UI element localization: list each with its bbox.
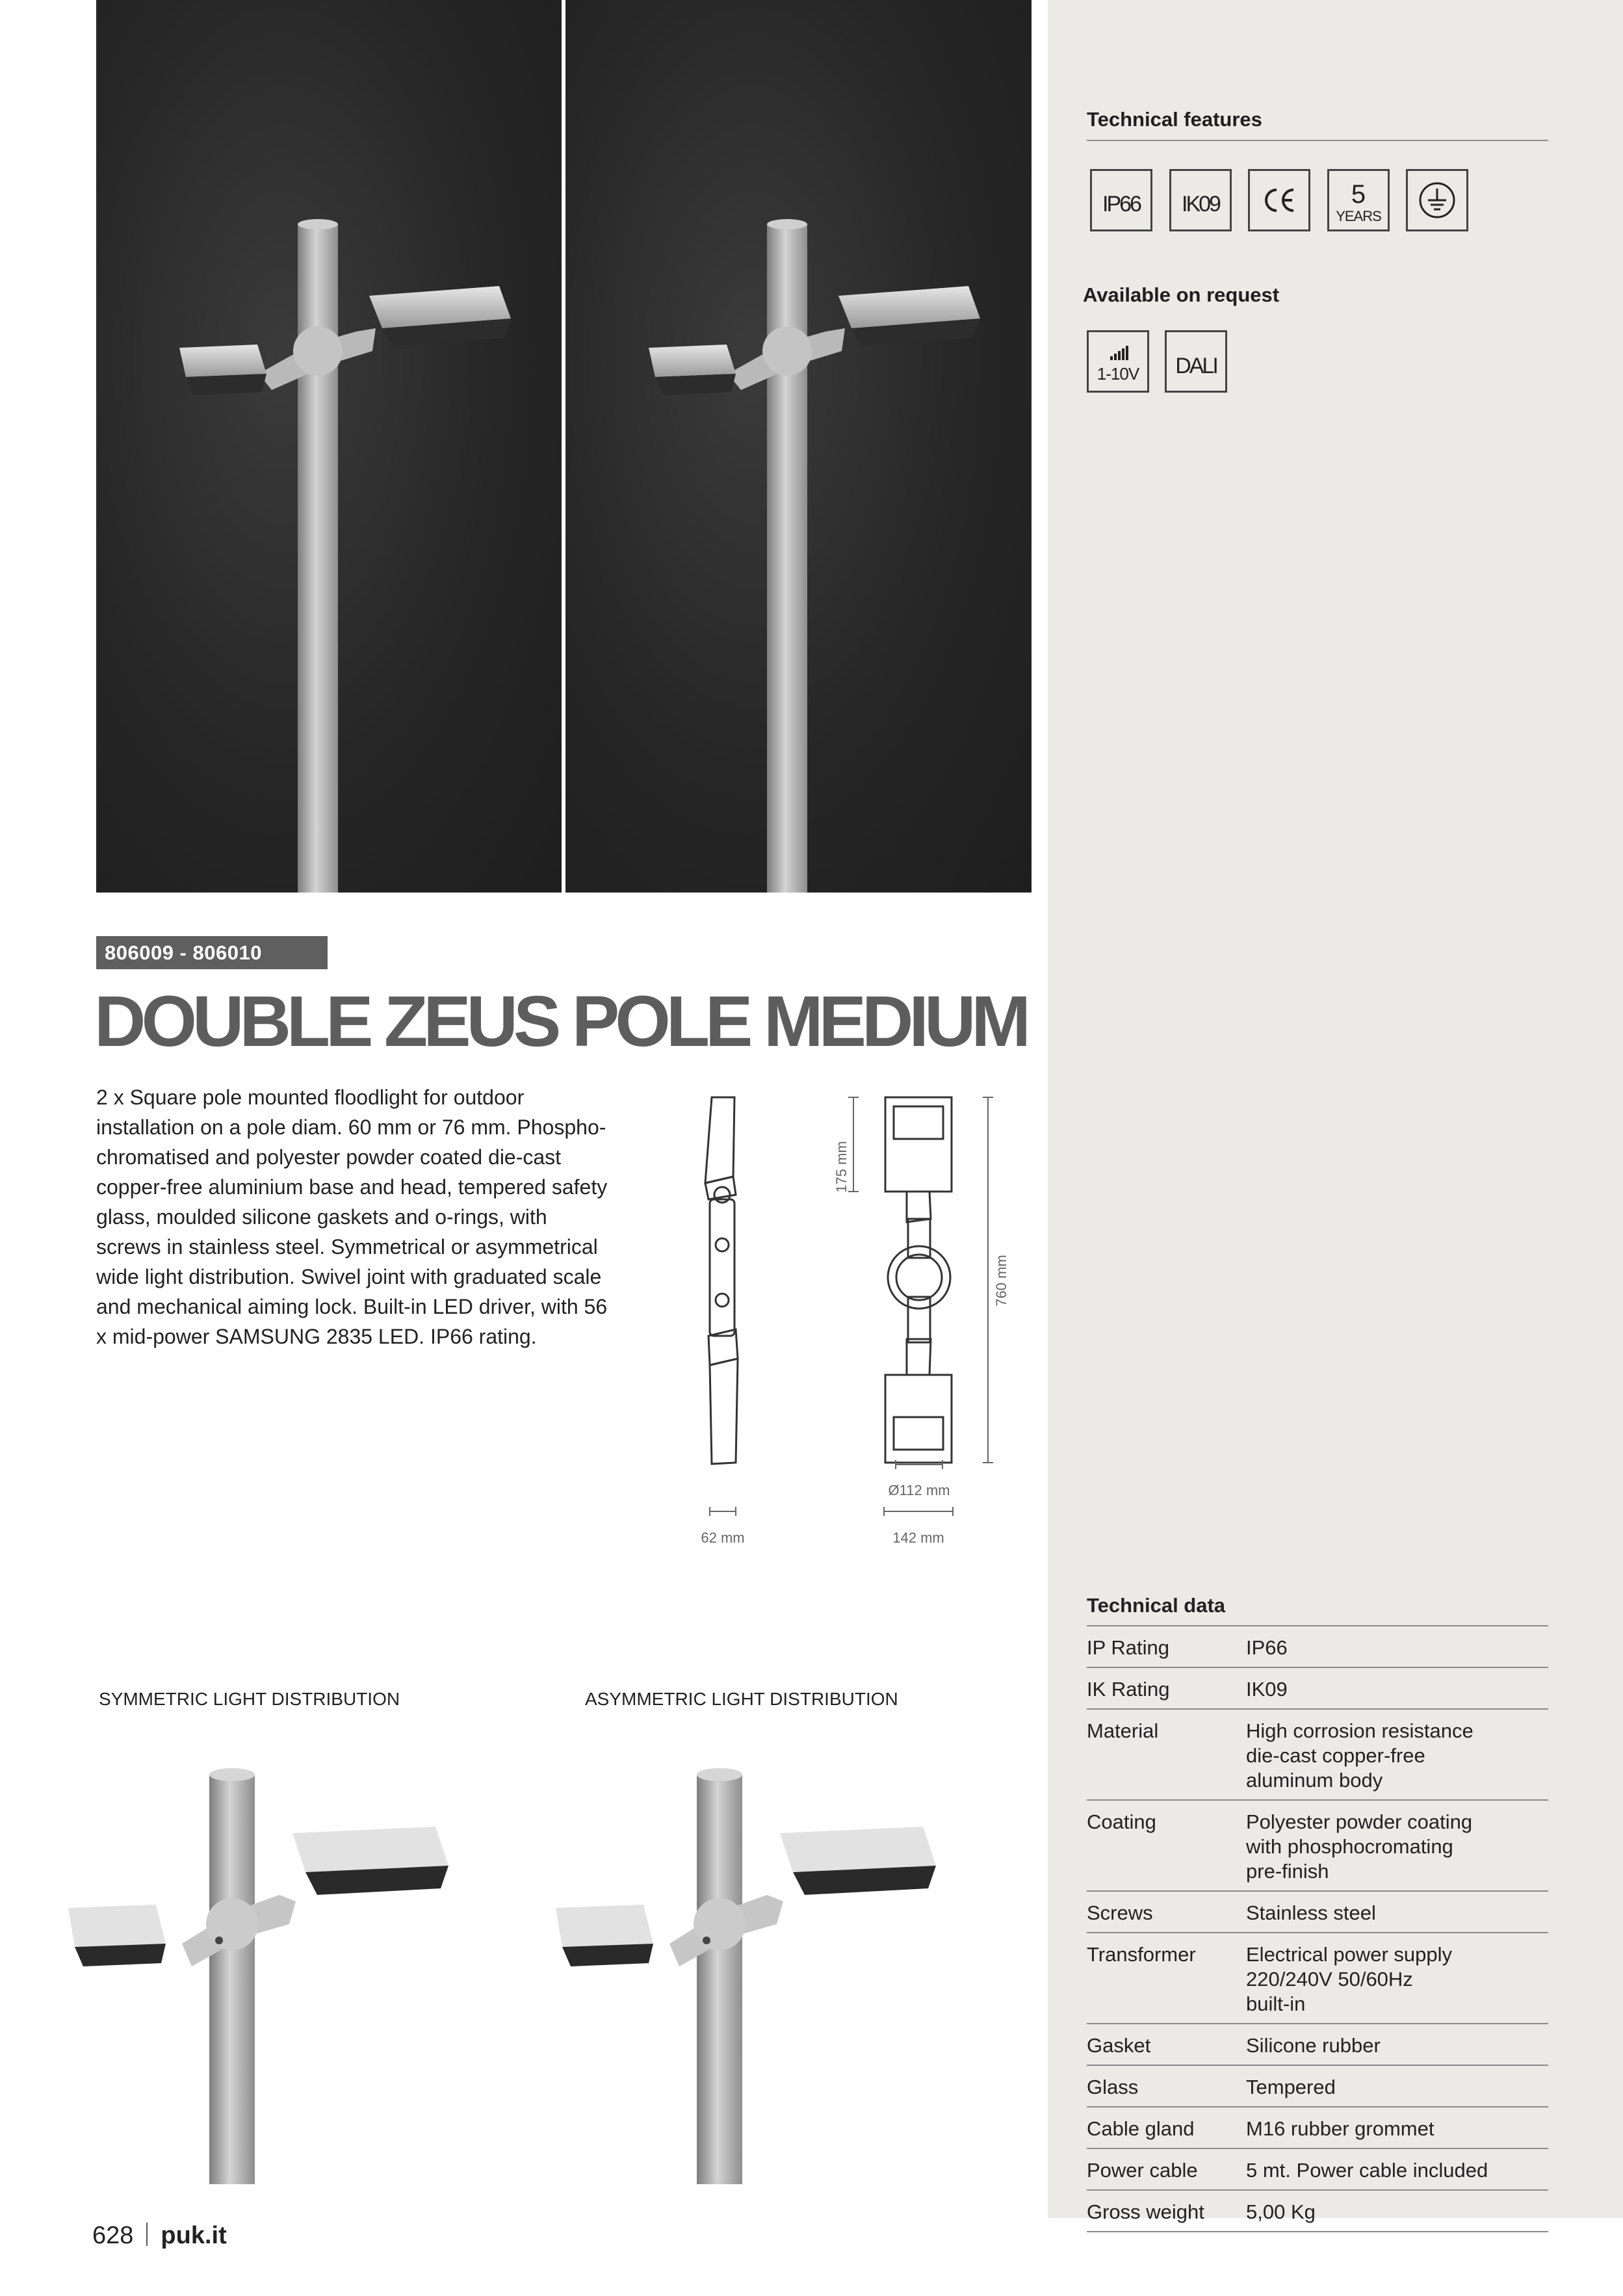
technical-data-row (1087, 2107, 1548, 2149)
technical-data-key: Screws (1087, 1901, 1153, 1924)
technical-data-row (1087, 1933, 1548, 2024)
divider (1087, 140, 1548, 141)
technical-data-value: Electrical power supply 220/240V 50/60Hz built-in (1246, 1943, 1453, 2015)
symmetric-distribution-label: SYMMETRIC LIGHT DISTRIBUTION (99, 1689, 400, 1709)
technical-data-title: Technical data (1087, 1594, 1548, 1626)
technical-data-key: Material (1087, 1719, 1159, 1742)
technical-data-value: IK09 (1246, 1678, 1288, 1701)
ce-mark-icon (1248, 169, 1310, 231)
technical-data-value: Tempered (1246, 2076, 1336, 2098)
dim-diameter: Ø112 mm (888, 1482, 950, 1498)
asymmetric-distribution-label: ASYMMETRIC LIGHT DISTRIBUTION (585, 1689, 898, 1709)
technical-data-value: 5,00 Kg (1246, 2200, 1316, 2223)
dim-front-width: 142 mm (892, 1530, 944, 1546)
svg-text:DALI: DALI (1175, 354, 1217, 378)
technical-data-key: Gasket (1087, 2034, 1151, 2057)
technical-data-value: 5 mt. Power cable included (1246, 2159, 1488, 2182)
page-number: 628 (92, 2222, 134, 2249)
product-photo-left (96, 0, 562, 893)
technical-data-table (1087, 1594, 1548, 2232)
technical-data-row (1087, 2191, 1548, 2232)
dali-icon (1165, 330, 1227, 393)
asymmetric-distribution-image (552, 1749, 942, 2184)
technical-data-row (1087, 1892, 1548, 1933)
dim-height-head: 175 mm (833, 1141, 850, 1193)
technical-data-key: Transformer (1087, 1943, 1196, 1966)
product-description: 2 x Square pole mounted floodlight for outdoor installation on a pole diam. 60 mm or 76 mm. Phospho-chromatised and polyester powder coated die-cast copper-free aluminium base and head, tempered safety glass, moulded silicone gaskets and o-rings, with screws in stainless steel. Symmetrical or asymmetrical wide light distribution. Swivel joint with graduated scale and mechanical aiming lock. Built-in LED driver, with 56 x mid-power SAMSUNG 2835 LED. IP66 rating. (96, 1086, 608, 1348)
dim-height-total: 760 mm (993, 1255, 1009, 1307)
technical-data-row (1087, 2149, 1548, 2191)
dim-side-width: 62 mm (701, 1530, 745, 1546)
technical-data-key: IK Rating (1087, 1678, 1170, 1701)
svg-text:YEARS: YEARS (1336, 208, 1381, 224)
technical-data-row (1087, 2024, 1548, 2066)
technical-data-row (1087, 1668, 1548, 1710)
technical-data-value: Silicone rubber (1246, 2034, 1381, 2057)
technical-data-value: High corrosion resistance die-cast copper-free aluminum body (1246, 1719, 1474, 1792)
technical-data-value: Polyester powder coating with phosphocromating pre-finish (1246, 1810, 1473, 1883)
technical-data-row (1087, 1710, 1548, 1801)
svg-text:5: 5 (1351, 180, 1366, 209)
technical-data-row (1087, 2066, 1548, 2107)
product-codes: 806009 - 806010 (96, 936, 328, 969)
technical-data-key: Cable gland (1087, 2117, 1195, 2140)
ik09-badge-icon (1169, 169, 1232, 231)
product-photo-right (565, 0, 1032, 893)
technical-data-value: Stainless steel (1246, 1901, 1376, 1924)
svg-text:IP66: IP66 (1102, 192, 1140, 216)
five-years-warranty-icon (1327, 169, 1390, 231)
technical-data-key: Power cable (1087, 2159, 1198, 2182)
technical-data-row (1087, 1801, 1548, 1892)
technical-data-key: IP Rating (1087, 1636, 1169, 1659)
site-link[interactable]: puk.it (161, 2222, 227, 2249)
earth-ground-icon (1406, 169, 1468, 231)
footer-separator (146, 2223, 148, 2246)
footer (92, 2222, 227, 2250)
symmetric-distribution-image (65, 1749, 455, 2184)
technical-drawing (676, 1079, 1066, 1560)
technical-data-key: Gross weight (1087, 2200, 1204, 2223)
technical-data-key: Glass (1087, 2076, 1139, 2098)
available-on-request-title: Available on request (1083, 283, 1280, 306)
technical-data-row (1087, 1626, 1548, 1668)
technical-features-title: Technical features (1087, 108, 1262, 131)
technical-data-value: M16 rubber grommet (1246, 2117, 1435, 2140)
svg-text:IK09: IK09 (1182, 192, 1219, 216)
technical-data-key: Coating (1087, 1810, 1156, 1833)
ip66-badge-icon (1090, 169, 1152, 231)
product-title: DOUBLE ZEUS POLE MEDIUM (94, 982, 1027, 1062)
svg-text:1-10V: 1-10V (1097, 364, 1139, 384)
technical-data-value: IP66 (1246, 1636, 1288, 1659)
dimmer-1-10v-icon (1087, 330, 1149, 393)
